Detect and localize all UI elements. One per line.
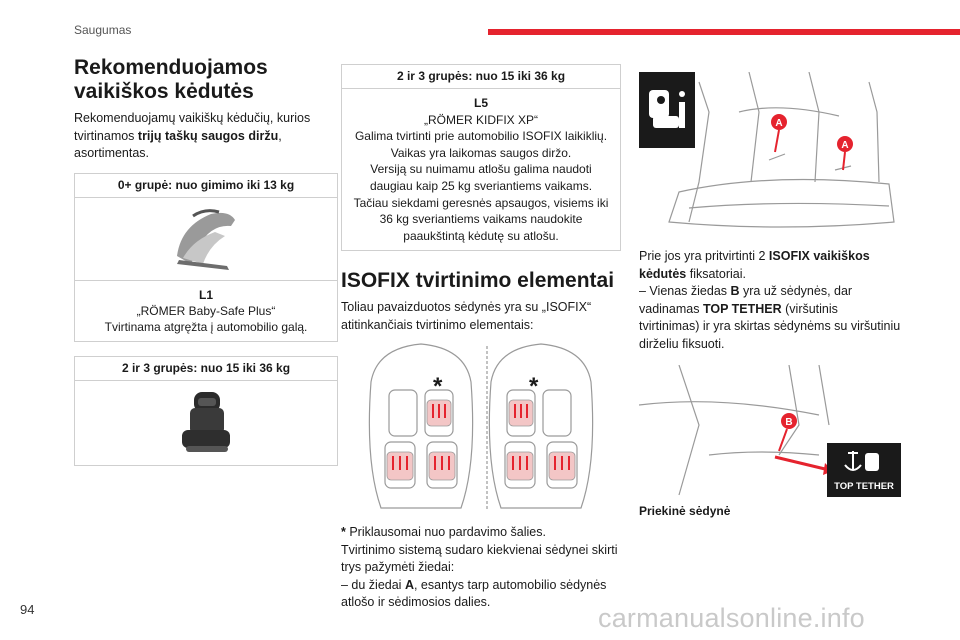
footnote: * Priklausomai nuo pardavimo šalies. (341, 525, 546, 540)
desc-line: „RÖMER Baby-Safe Plus“ (136, 303, 276, 318)
header-accent-bar (488, 29, 960, 35)
seat-code: L1 (198, 287, 213, 302)
column-recommended-seats (74, 56, 338, 466)
booster-seat-illustration (176, 390, 236, 456)
baby-carrier-illustration (171, 206, 241, 272)
isofix-seat-figure (639, 72, 901, 240)
table-header: 2 ir 3 grupės: nuo 15 iki 36 kg (342, 65, 620, 89)
top-tether-paragraph: – Vienas žiedas B yra už sėdynės, dar vadinamas TOP TETHER (viršutinis tvirtinimas) ir yra skirtas sėdynėms su viršutiniu dirželiu fiksuoti. (639, 284, 901, 351)
column-seat-anchors (639, 72, 901, 521)
desc-line: Galima tvirtinti prie automobilio ISOFIX laikiklių. (354, 129, 608, 144)
desc-line: „RÖMER KIDFIX XP“ (423, 112, 538, 127)
desc-line: Versiją su nuimamu atlošu galima naudoti daugiau kaip 25 kg sveriantiems vaikams. (369, 162, 593, 193)
seat-code: L5 (473, 96, 488, 110)
car-seat-layout-diagram (341, 342, 621, 514)
seat-table-group0 (74, 173, 338, 342)
svg-text:*: * (529, 373, 539, 401)
section-title-recommended: Rekomenduojamos vaikiškos kėdutės (74, 56, 268, 103)
table-header: 2 ir 3 grupės: nuo 15 iki 36 kg (75, 357, 337, 381)
baby-seat-image (75, 198, 337, 281)
seat-table-group23 (74, 356, 338, 466)
column-isofix (341, 64, 621, 612)
system-description: Tvirtinimo sistemą sudaro kiekvienai sėdynei skirti trys pažymėti žiedai: (341, 542, 618, 575)
label-a-marker (837, 136, 853, 170)
seat-table-kidfix (341, 64, 621, 251)
table-description (342, 89, 620, 250)
desc-line: Tvirtinama atgręžta į automobilio galą. (104, 319, 308, 334)
watermark: carmanualsonline.info (598, 603, 865, 633)
svg-text:A: A (775, 118, 783, 129)
intro-paragraph: Rekomenduojamų vaikiškų kėdučių, kurios tvirtinamos trijų taškų saugos diržu, asortimentas. (74, 111, 311, 160)
svg-text:A: A (841, 140, 849, 151)
ring-a-description: – du žiedai A, esantys tarp automobilio sėdynės atlošo ir sėdimosios dalies. (341, 577, 607, 610)
svg-text:TOP TETHER: TOP TETHER (834, 481, 894, 492)
table-description (75, 281, 337, 341)
table-header: 0+ grupė: nuo gimimo iki 13 kg (75, 174, 337, 198)
svg-text:B: B (785, 417, 793, 428)
page-number: 94 (20, 602, 35, 617)
front-seat-caption: Priekinė sėdynė (639, 504, 731, 518)
booster-seat-image (75, 381, 337, 465)
anchor-paragraph: Prie jos yra pritvirtinti 2 ISOFIX vaikiškos kėdutės fiksatoriai. (639, 249, 870, 281)
desc-line: Vaikas yra laikomas saugos diržo. (390, 145, 572, 160)
label-a-marker (771, 114, 787, 152)
header-title: Saugumas (74, 23, 132, 37)
desc-line: Tačiau siekdami geresnės apsaugos, visiems iki 36 kg sveriantiems vaikams naudokite paaukštintą kėdutę su atlošu. (353, 195, 609, 243)
svg-text:*: * (433, 373, 443, 401)
isofix-intro: Toliau pavaizduotos sėdynės yra su „ISOFIX“ atitinkančiais tvirtinimo elementais: (341, 300, 592, 332)
top-tether-figure (639, 365, 901, 497)
section-title-isofix: ISOFIX tvirtinimo elementai (341, 269, 615, 293)
